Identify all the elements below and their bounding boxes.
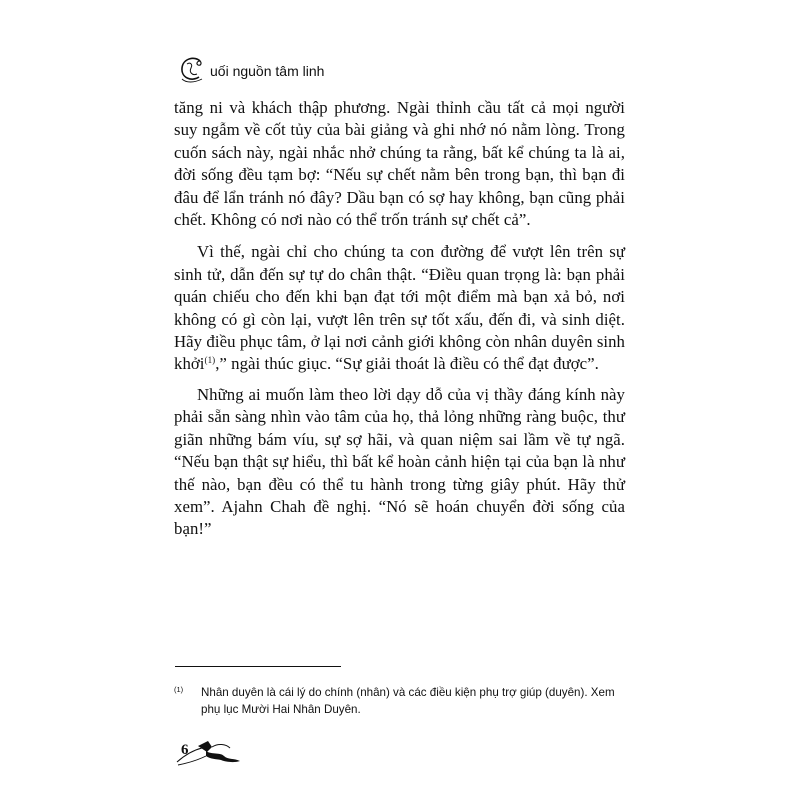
footnote: [174, 684, 625, 718]
paragraph-1: tăng ni và khách thập phương. Ngài thỉnh cầu tất cả mọi người suy ngẫm về cốt tủy của bài giảng và ghi nhớ nó nằm lòng. Trong cuốn sách này, ngài nhắc nhở chúng ta rằng, bất kể chúng ta là ai, đời sống đều tạm bợ: “Nếu sự chết nằm bên trong bạn, thì bạn đi đâu để lẩn tránh nó đây? Dầu bạn có sợ hay không, bạn cũng phải chết. Không có nơi nào có thể trốn tránh sự chết cả”.: [174, 98, 625, 230]
body-text: [174, 97, 625, 549]
running-head-title: uối nguồn tâm linh: [210, 63, 325, 79]
ornate-letter-c-icon: [178, 54, 208, 84]
footnote-divider: [175, 666, 341, 667]
page-footer: [176, 738, 246, 768]
running-head: [178, 50, 324, 84]
paragraph-3: Những ai muốn làm theo lời dạy dỗ của vị thầy đáng kính này phải sẵn sàng nhìn vào tâm của họ, thả lỏng những ràng buộc, thư giãn những bám víu, sự sợ hãi, và quan niệm sai lầm về tự ngã. “Nếu bạn thật sự hiểu, thì bất kể hoàn cảnh hiện tại của bạn là như thế nào, bạn đều có thể tu hành trong từng giây phút. Hãy thử xem”. Ajahn Chah đề nghị. “Nó sẽ hoán chuyển đời sống của bạn!”: [174, 384, 625, 539]
paragraph-2: [174, 241, 625, 375]
page-number: 6: [181, 742, 189, 758]
paragraph-2-tail: ,” ngài thúc giục. “Sự giải thoát là điều có thể đạt được”.: [215, 354, 599, 374]
footnote-marker: (1): [174, 685, 184, 694]
paragraph-2-text: Vì thế, ngài chỉ cho chúng ta con đường để vượt lên trên sự sinh tử, dẫn đến sự tự do chân thật. “Điều quan trọng là: bạn phải quán chiếu cho đến khi bạn đạt tới một điểm mà bạn xả bỏ, nơi không có gì còn lại, vượt lên trên sự tốt xấu, đến đi, và sinh diệt. Hãy điều phục tâm, ở lại nơi cảnh giới không còn nhân duyên sinh khởi: [174, 242, 625, 374]
footnote-text: Nhân duyên là cái lý do chính (nhân) và các điều kiện phụ trợ giúp (duyên). Xem phụ lục Mười Hai Nhân Duyên.: [201, 686, 615, 716]
footnote-reference: (1): [204, 355, 216, 366]
